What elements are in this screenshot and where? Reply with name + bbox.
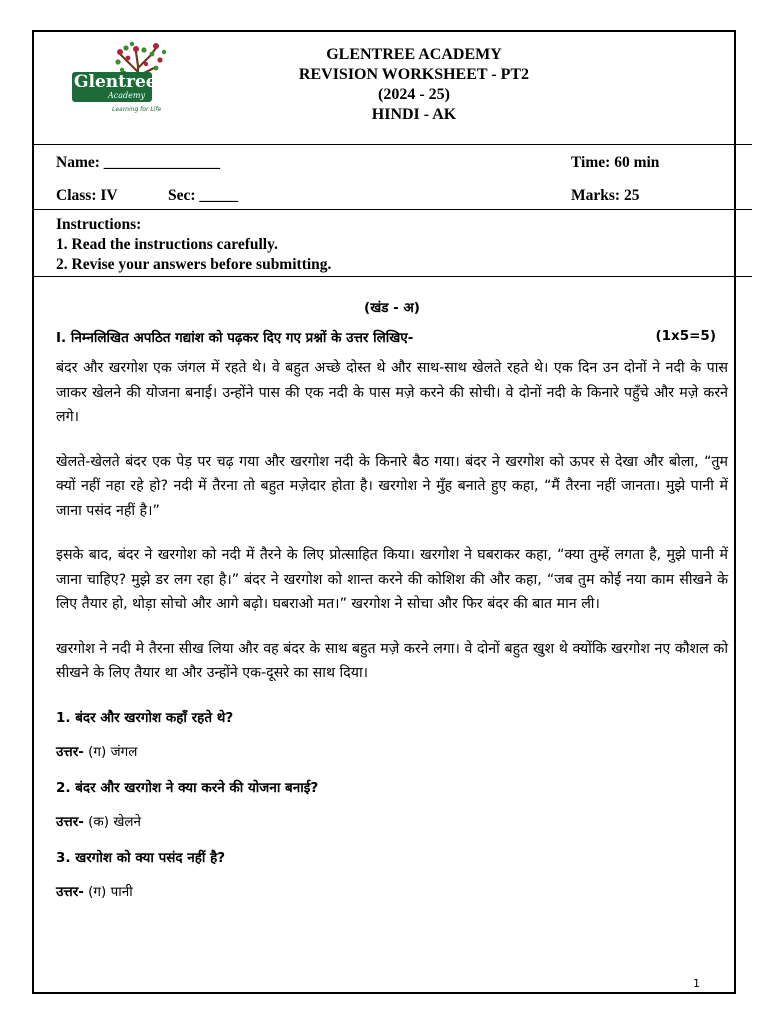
worksheet-page [32, 30, 736, 994]
question-item: 2. बंदर और खरगोश ने क्या करने की योजना बनाई? [56, 779, 319, 796]
passage-paragraph: खेलते-खेलते बंदर एक पेड़ पर चढ़ गया और खरगोश नदी के किनारे बैठ गया। बंदर ने खरगोश को ऊपर से देखा और बोला, “तुम क्यों नहीं नहा रहे हो? नदी में तैरना तो बहुत मज़ेदार होता है। खरगोश ने मुँह बनाते हुए कहा, “मैं तैरना नहीं जानता। मुझे पानी में जाना पसंद नहीं है।” [56, 453, 728, 519]
answer-text: (ग) पानी [88, 883, 133, 900]
page-number: 1 [693, 977, 700, 990]
passage-paragraph: बंदर और खरगोश एक जंगल में रहते थे। वे बहुत अच्छे दोस्त थे और साथ-साथ खेलते रहते थे। एक दिन उन दोनों ने नदी के पास जाकर खेलने की योजना बनाई। उन्होंने पास की एक नदी के पास मज़े करने की सोची। वे दोनों नदी के किनारे पहुँचे और मज़े करने लगे। [56, 360, 728, 425]
question-marks: (1x5=5) [655, 328, 716, 344]
worksheet-title: REVISION WORKSHEET - PT2 [298, 66, 530, 83]
divider [34, 276, 752, 277]
question-item: 1. बंदर और खरगोश कहाँ रहते थे? [56, 709, 234, 726]
passage-paragraph: इसके बाद, बंदर ने खरगोश को नदी में तैरने के लिए प्रोत्साहित किया। खरगोश ने घबराकर कहा, “क्या तुम्हें लगता है, मुझे पानी में जाना चाहिए? मुझे डर लग रहा है।” बंदर ने खरगोश को शान्त करने की कोशिश की और कहा, “जब तुम कोई नया काम सीखने के लिए तैयार हो, थोड़ा सोचो और आगे बढ़ो। घबराओ मत।” खरगोश ने सोचा और फिर बंदर की बात मान ली। [56, 547, 728, 612]
instruction-item: 1. Read the instructions carefully. [56, 236, 278, 253]
name-field: Name: _______________ [56, 154, 221, 171]
marks-label: Marks: 25 [571, 187, 640, 204]
answer-item [56, 742, 728, 760]
passage-paragraph: खरगोश ने नदी मे तैरना सीख लिया और वह बंदर के साथ बहुत मज़े करने लगा। वे दोनों बहुत खुश थे क्योंकि खरगोश नए कौशल को सीखने के लिए तैयार था और उन्होंने एक-दूसरे का साथ दिया। [56, 640, 728, 681]
divider [34, 144, 752, 145]
section-field: Sec: _____ [168, 187, 239, 204]
school-name: GLENTREE ACADEMY [326, 46, 502, 63]
instruction-item: 2. Revise your answers before submitting. [56, 256, 332, 273]
logo-tagline: Learning for Life [112, 106, 162, 113]
time-label: Time: 60 min [571, 154, 660, 171]
answer-text: (ग) जंगल [88, 743, 138, 760]
instructions-title: Instructions: [56, 216, 142, 233]
divider [34, 209, 752, 210]
academic-year: (2024 - 25) [378, 86, 450, 103]
section-content [56, 298, 728, 900]
header-title-block [214, 45, 614, 125]
logo-sub: Academy [108, 91, 145, 100]
question-heading: I. निम्नलिखित अपठित गद्यांश को पढ़कर दिए गए प्रश्नों के उत्तर लिखिए- [56, 330, 414, 346]
question-heading-row [56, 328, 728, 346]
question-item: 3. खरगोश को क्या पसंद नहीं है? [56, 849, 226, 866]
instructions-block [56, 215, 331, 275]
answer-text: (क) खेलने [88, 813, 142, 830]
logo-name: Glentree [74, 72, 157, 92]
answer-item [56, 882, 728, 900]
subject-title: HINDI - AK [371, 106, 457, 123]
glentree-logo [68, 38, 186, 120]
class-label: Class: IV [56, 187, 118, 204]
answer-item [56, 812, 728, 830]
answer-label: उत्तर- [56, 813, 84, 830]
answer-label: उत्तर- [56, 883, 84, 900]
answer-label: उत्तर- [56, 743, 84, 760]
section-title: (खंड - अ) [364, 300, 420, 316]
